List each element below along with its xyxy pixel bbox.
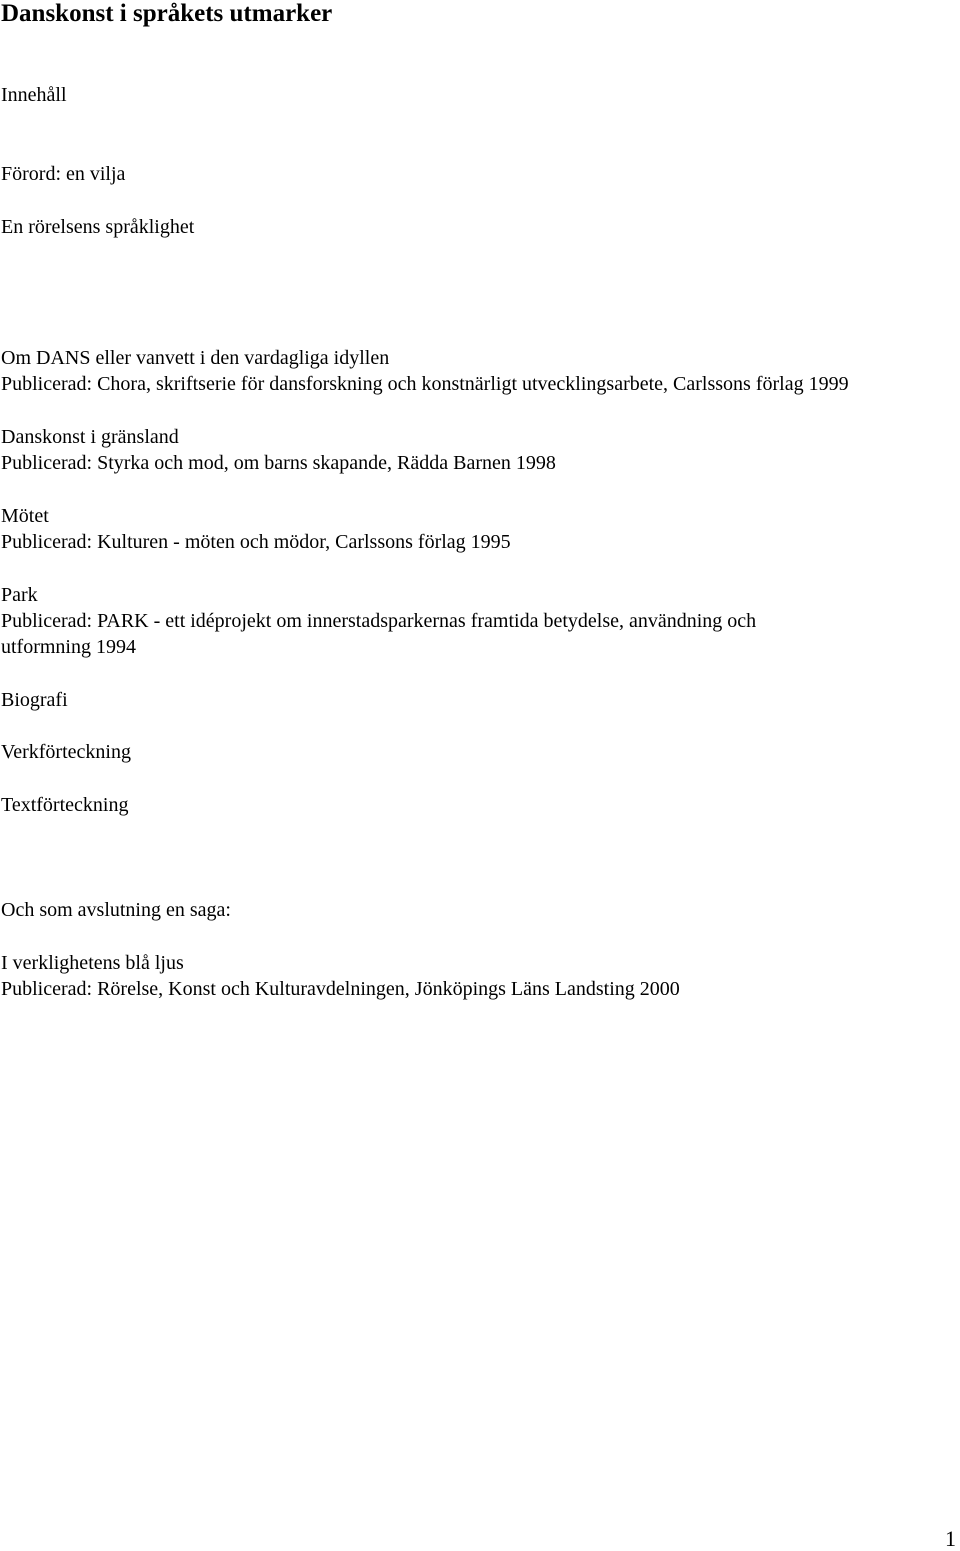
entry-title: Mötet [1, 505, 49, 527]
entry-title: Om DANS eller vanvett i den vardagliga idyllen [1, 347, 390, 369]
appendix-textforteckning: Textförteckning [1, 794, 129, 816]
entry-title: Park [1, 584, 38, 606]
section-intro-line: En rörelsens språklighet [1, 216, 195, 238]
entry-published: Publicerad: PARK - ett idéprojekt om innerstadsparkernas framtida betydelse, användning och [1, 610, 757, 632]
appendix-biografi: Biografi [1, 689, 68, 711]
page-number: 1 [945, 1526, 956, 1551]
saga-published: Publicerad: Rörelse, Konst och Kulturavdelningen, Jönköpings Läns Landsting 2000 [1, 978, 680, 1000]
saga-intro-line: Och som avslutning en saga: [1, 899, 231, 921]
saga-title: I verklighetens blå ljus [1, 952, 184, 974]
entry-published: Publicerad: Styrka och mod, om barns skapande, Rädda Barnen 1998 [1, 452, 556, 474]
appendix-verkforteckning: Verkförteckning [1, 741, 131, 763]
foreword-line: Förord: en vilja [1, 163, 126, 185]
entry-title: Danskonst i gränsland [1, 426, 179, 448]
document-title: Danskonst i språkets utmarker [1, 0, 333, 27]
contents-heading: Innehåll [1, 84, 67, 106]
entry-published: Publicerad: Kulturen - möten och mödor, Carlssons förlag 1995 [1, 531, 511, 553]
entry-published: Publicerad: Chora, skriftserie för dansforskning och konstnärligt utvecklingsarbete, Carlssons förlag 1999 [1, 373, 849, 395]
entry-published-continued: utformning 1994 [1, 636, 136, 658]
